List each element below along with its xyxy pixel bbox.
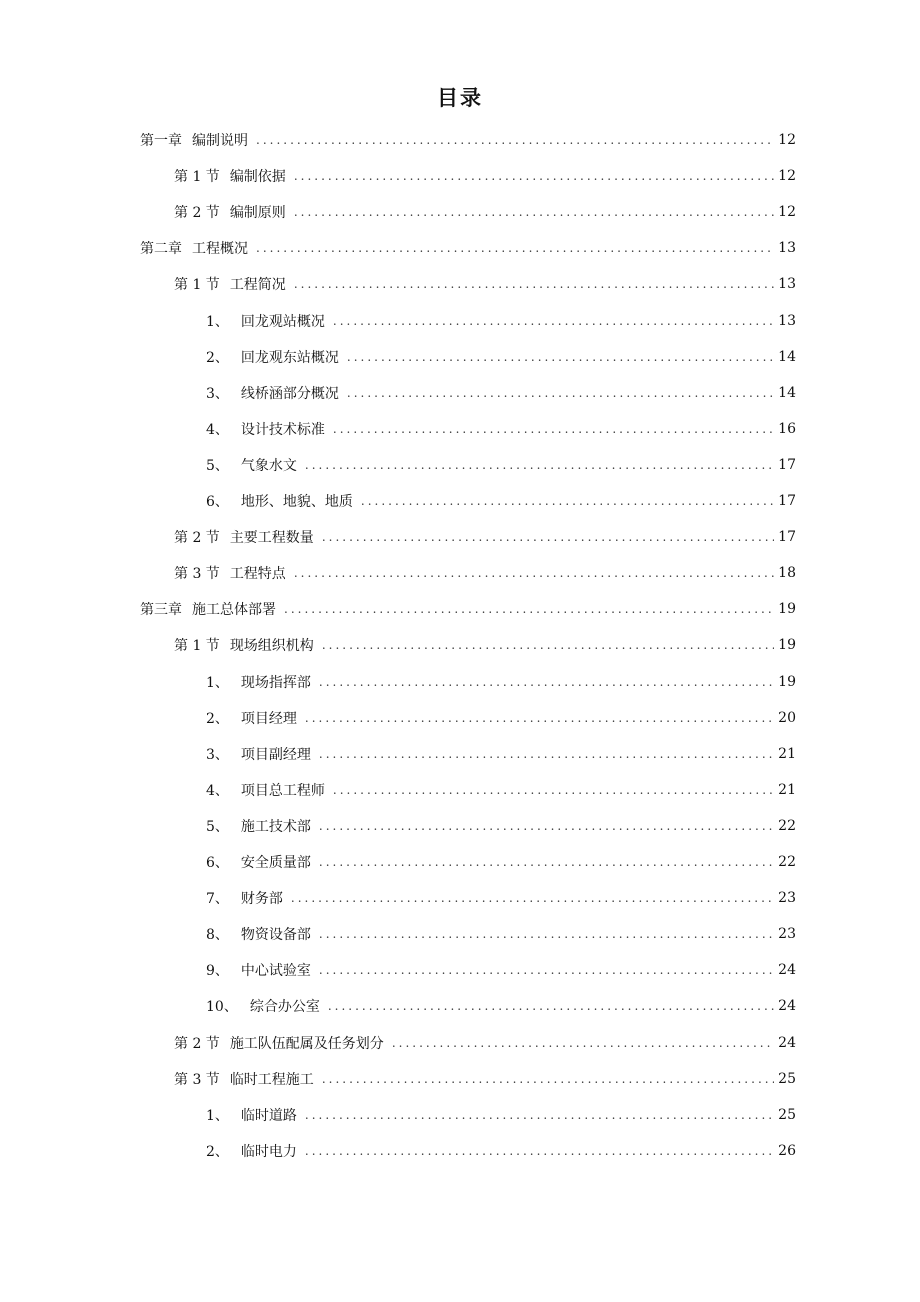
- toc-entry-number: 第 1 节: [174, 638, 220, 655]
- dot-leader: [305, 711, 774, 725]
- toc-entry-page-number: 22: [778, 854, 796, 870]
- toc-entry-title: 临时工程施工: [229, 1071, 314, 1088]
- toc-entry[interactable]: [174, 1025, 796, 1061]
- toc-entry-title: 现场指挥部: [240, 674, 311, 691]
- dot-leader: [333, 422, 774, 436]
- toc-entry-number: 第 2 节: [174, 1035, 220, 1052]
- toc-entry-page-number: 19: [778, 673, 796, 690]
- toc-entry-page-number: 25: [778, 1106, 796, 1123]
- toc-entry-page-number: 14: [778, 348, 796, 365]
- toc-entry-title: 地形、地貌、地质: [240, 494, 353, 510]
- dot-leader: [319, 675, 774, 689]
- toc-entry-number: 4、: [206, 421, 229, 438]
- toc-entry-title: 设计技术标准: [240, 421, 325, 438]
- toc-entry[interactable]: [174, 627, 796, 663]
- dot-leader: [333, 783, 774, 797]
- toc-entry-title: 项目经理: [240, 710, 297, 727]
- toc-entry-number: 10、: [206, 999, 238, 1016]
- toc-entry-number: 1、: [206, 674, 229, 691]
- toc-entry-page-number: 24: [778, 962, 796, 979]
- toc-entry-page-number: 23: [778, 890, 796, 907]
- toc-entry-number: 第二章: [140, 241, 182, 258]
- dot-leader: [333, 314, 774, 328]
- toc-entry-title: 编制原则: [229, 205, 286, 222]
- dot-leader: [305, 458, 774, 472]
- toc-entry[interactable]: [174, 1061, 796, 1097]
- dot-leader: [319, 747, 774, 761]
- toc-entry[interactable]: [206, 447, 796, 483]
- toc-entry[interactable]: [206, 664, 796, 700]
- toc-entry-page-number: 18: [778, 565, 796, 582]
- toc-entry[interactable]: [206, 411, 796, 447]
- toc-entry-title: 临时道路: [240, 1107, 297, 1124]
- toc-entry-number: 第 1 节: [174, 169, 220, 186]
- toc-entry-title: 编制依据: [229, 169, 286, 186]
- toc-entry[interactable]: [206, 988, 796, 1024]
- toc-entry-title: 编制说明: [192, 133, 248, 149]
- toc-entry[interactable]: [206, 844, 796, 880]
- toc-entry-title: 综合办公室: [249, 999, 320, 1016]
- toc-entry[interactable]: [206, 1097, 796, 1133]
- toc-entry-number: 6、: [206, 855, 229, 871]
- toc-entry-title: 工程简况: [229, 277, 286, 294]
- toc-entry-number: 第三章: [140, 602, 182, 619]
- toc-entry-title: 现场组织机构: [229, 638, 314, 655]
- dot-leader: [294, 169, 774, 183]
- toc-entry-page-number: 26: [778, 1142, 796, 1159]
- toc-entry[interactable]: [206, 339, 796, 375]
- toc-entry-title: 施工技术部: [240, 818, 311, 835]
- dot-leader: [256, 133, 774, 147]
- toc-entry-page-number: 17: [778, 493, 796, 509]
- toc-entry-title: 回龙观东站概况: [240, 349, 339, 366]
- toc-entry-number: 9、: [206, 963, 229, 980]
- toc-entry-number: 2、: [206, 349, 229, 366]
- toc-entry-number: 第一章: [140, 133, 182, 149]
- dot-leader: [284, 602, 774, 616]
- toc-entry[interactable]: [206, 952, 796, 988]
- dot-leader: [347, 386, 774, 400]
- toc-entry-title: 回龙观站概况: [240, 313, 325, 330]
- toc-entry-page-number: 12: [778, 132, 796, 148]
- toc-entry[interactable]: [206, 700, 796, 736]
- toc-entry[interactable]: [174, 158, 796, 194]
- toc-entry-title: 主要工程数量: [229, 530, 314, 547]
- dot-leader: [322, 1072, 774, 1086]
- toc-entry-number: 2、: [206, 710, 229, 727]
- toc-entry-title: 安全质量部: [240, 855, 311, 871]
- toc-entry-page-number: 24: [778, 998, 796, 1015]
- dot-leader: [361, 494, 774, 508]
- toc-entry-page-number: 19: [778, 601, 796, 618]
- dot-leader: [319, 855, 774, 869]
- toc-entry[interactable]: [206, 736, 796, 772]
- dot-leader: [319, 819, 774, 833]
- toc-entry-page-number: 22: [778, 817, 796, 834]
- toc-entry-number: 第 3 节: [174, 566, 220, 583]
- dot-leader: [294, 205, 774, 219]
- toc-entry-number: 7、: [206, 891, 229, 908]
- toc-entry-number: 4、: [206, 782, 229, 799]
- toc-entry-number: 5、: [206, 818, 229, 835]
- toc-entry-page-number: 25: [778, 1070, 796, 1087]
- toc-entry-number: 第 2 节: [174, 205, 220, 222]
- toc-entry-number: 第 3 节: [174, 1071, 220, 1088]
- dot-leader: [319, 963, 774, 977]
- toc-entry[interactable]: [206, 880, 796, 916]
- toc-entry-title: 物资设备部: [240, 927, 311, 944]
- toc-entry-title: 工程概况: [192, 241, 248, 258]
- dot-leader: [294, 566, 774, 580]
- toc-entry[interactable]: [174, 555, 796, 591]
- dot-leader: [347, 350, 774, 364]
- toc-entry-title: 项目总工程师: [240, 782, 325, 799]
- dot-leader: [322, 638, 774, 652]
- dot-leader: [319, 927, 774, 941]
- toc-entry-number: 3、: [206, 385, 229, 402]
- toc-entry[interactable]: [174, 194, 796, 230]
- toc-entry[interactable]: [206, 303, 796, 339]
- toc-entry-number: 1、: [206, 1107, 229, 1124]
- toc-entry-title: 中心试验室: [240, 963, 311, 980]
- toc-entry-title: 项目副经理: [240, 746, 311, 763]
- toc-entry-number: 第 1 节: [174, 277, 220, 294]
- toc-entry-page-number: 21: [778, 781, 796, 798]
- toc-entry[interactable]: [140, 122, 796, 158]
- dot-leader: [392, 1036, 774, 1050]
- toc-entry-title: 线桥涵部分概况: [240, 385, 339, 402]
- toc-entry[interactable]: [206, 772, 796, 808]
- toc-entry-page-number: 13: [778, 276, 796, 293]
- toc-entry-number: 3、: [206, 746, 229, 763]
- toc-entry-number: 1、: [206, 313, 229, 330]
- toc-entry-title: 财务部: [240, 891, 283, 908]
- toc-entry[interactable]: [174, 519, 796, 555]
- toc-entry-page-number: 20: [778, 709, 796, 726]
- toc-entry-number: 第 2 节: [174, 530, 220, 547]
- toc-entry-title: 气象水文: [240, 457, 297, 474]
- toc-entry[interactable]: [206, 808, 796, 844]
- toc-entry-title: 工程特点: [229, 566, 286, 583]
- toc-entry-page-number: 17: [778, 529, 796, 546]
- toc-entry-page-number: 14: [778, 384, 796, 401]
- toc-entry-page-number: 24: [778, 1034, 796, 1051]
- toc-entry[interactable]: [140, 591, 796, 627]
- toc-entry-page-number: 19: [778, 637, 796, 654]
- dot-leader: [305, 1108, 774, 1122]
- toc-entry[interactable]: [206, 916, 796, 952]
- toc-entry-page-number: 12: [778, 204, 796, 221]
- toc-entry-number: 8、: [206, 927, 229, 944]
- toc-entry-title: 临时电力: [240, 1143, 297, 1160]
- toc-entry[interactable]: [140, 230, 796, 266]
- toc-title: 目录: [437, 86, 483, 110]
- toc-entry[interactable]: [206, 375, 796, 411]
- toc-entry-page-number: 12: [778, 168, 796, 185]
- toc-entry[interactable]: [206, 483, 796, 519]
- dot-leader: [291, 891, 774, 905]
- dot-leader: [328, 999, 774, 1013]
- dot-leader: [322, 530, 774, 544]
- dot-leader: [256, 241, 774, 255]
- toc-entry-page-number: 13: [778, 240, 796, 257]
- toc-entry-title: 施工总体部署: [192, 602, 276, 619]
- toc-entry-page-number: 13: [778, 312, 796, 329]
- toc-entry-page-number: 16: [778, 420, 796, 437]
- toc-entry-title: 施工队伍配属及任务划分: [229, 1035, 384, 1052]
- toc-entry-number: 2、: [206, 1143, 229, 1160]
- dot-leader: [294, 277, 774, 291]
- dot-leader: [305, 1144, 774, 1158]
- toc-entry-number: 6、: [206, 494, 229, 510]
- toc-entry-page-number: 23: [778, 926, 796, 943]
- toc-entry[interactable]: [206, 1133, 796, 1169]
- toc-entry[interactable]: [174, 266, 796, 302]
- toc-entry-number: 5、: [206, 457, 229, 474]
- toc-entry-page-number: 17: [778, 456, 796, 473]
- toc-entry-page-number: 21: [778, 745, 796, 762]
